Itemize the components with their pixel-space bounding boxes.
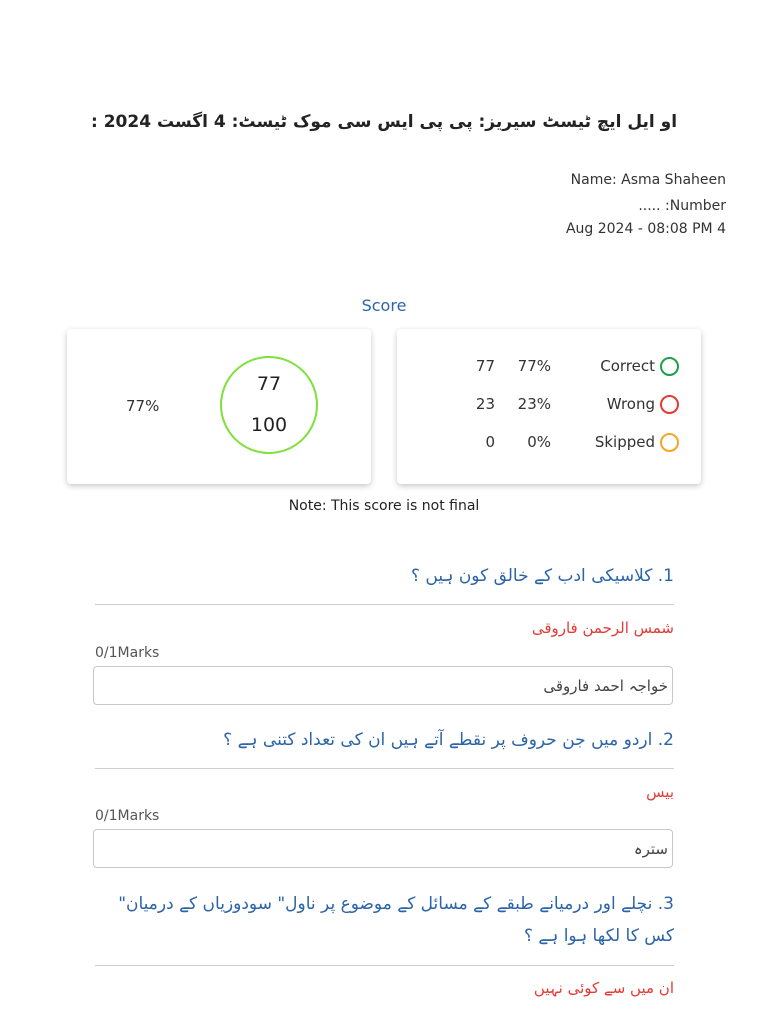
divider xyxy=(95,604,674,605)
stat-percent: 23% xyxy=(517,395,551,413)
stat-row-correct xyxy=(397,355,701,379)
wrong-circle-icon xyxy=(660,395,679,414)
question-text: 1. کلاسیکی ادب کے خالق کون ہیں ؟ xyxy=(410,566,674,586)
correct-circle-icon xyxy=(660,357,679,376)
correct-answer: بیس xyxy=(646,783,674,801)
score-ring xyxy=(220,356,318,454)
stat-row-wrong xyxy=(397,393,701,417)
page-title: او ایل ایچ ٹیسٹ سیریز: پی پی ایس سی موک ٹیسٹ: 4 اگست 2024 : xyxy=(90,112,678,132)
question-text: 3. نچلے اور درمیانے طبقے کے مسائل کے موضوع پر ناول" سودوزیاں کے درمیان" کس کا لکھا ہوا ہے ؟ xyxy=(118,894,674,946)
stat-row-skipped xyxy=(397,431,701,455)
skipped-circle-icon xyxy=(660,433,679,452)
user-answer-field[interactable]: خواجہ احمد فاروقی xyxy=(93,666,673,705)
correct-answer: شمس الرحمن فاروقی xyxy=(531,619,674,637)
test-date: Aug 2024 - 08:08 PM 4 xyxy=(565,221,726,237)
stat-label: Correct xyxy=(600,357,655,375)
divider xyxy=(95,768,674,769)
score-note: Note: This score is not final xyxy=(288,498,480,514)
question-text: 2. اردو میں جن حروف پر نقطے آتے ہیں ان کی تعداد کتنی ہے ؟ xyxy=(223,730,674,750)
candidate-number: ..... :Number xyxy=(638,198,726,214)
stat-label: Skipped xyxy=(594,433,655,451)
marks-label: 0/1Marks xyxy=(95,645,160,661)
correct-answer: ان میں سے کوئی نہیں xyxy=(533,979,674,997)
divider xyxy=(95,965,674,966)
stat-count: 77 xyxy=(475,357,495,375)
score-obtained: 77 xyxy=(256,373,282,395)
score-total: 100 xyxy=(250,414,288,436)
score-breakdown-card xyxy=(397,329,701,484)
stat-label: Wrong xyxy=(606,395,655,413)
candidate-name: Name: Asma Shaheen xyxy=(570,172,726,188)
score-summary-card xyxy=(67,329,371,484)
marks-label: 0/1Marks xyxy=(95,808,160,824)
stat-percent: 0% xyxy=(527,433,551,451)
score-percent: 77% xyxy=(126,397,160,415)
stat-count: 0 xyxy=(485,433,495,451)
score-heading: Score xyxy=(361,296,407,315)
stat-count: 23 xyxy=(475,395,495,413)
stat-percent: 77% xyxy=(517,357,551,375)
user-answer-field[interactable]: سترہ xyxy=(93,829,673,868)
